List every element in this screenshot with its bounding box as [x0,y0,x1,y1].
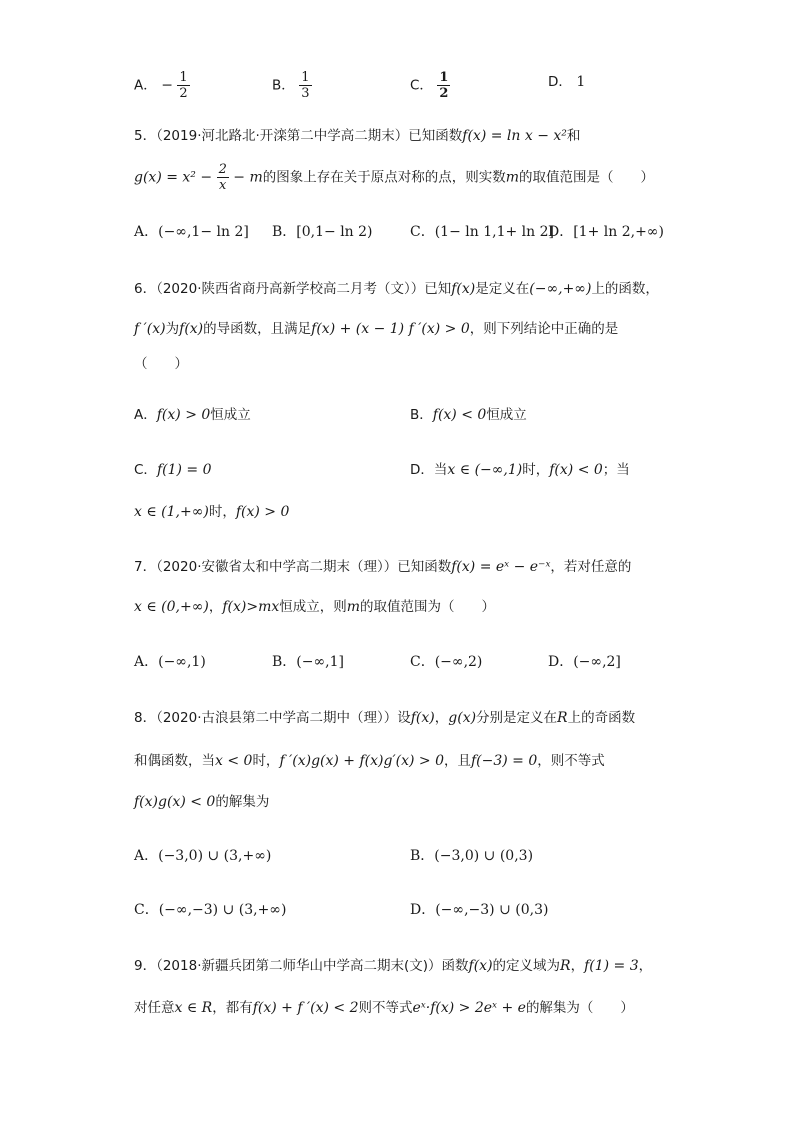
q6-text: 上的函数， [591,281,659,297]
fraction [437,70,450,101]
q5-var: m [505,169,520,186]
q6-text: 的导函数，且满足 [203,321,312,337]
q8-math: g(x) [448,710,477,726]
q8-text: 上的奇函数 [567,710,636,726]
q7-text: ， [208,599,223,615]
q8-text: 分别是定义在 [476,710,558,726]
q8-math: f(x) [410,710,435,726]
q7-text: 的取值范围为（ ） [360,599,496,615]
q6-option-a [134,405,251,425]
numerator: 1 [179,70,188,85]
q6-option-b [410,405,527,425]
option-text: 恒成立 [210,407,251,423]
q9-math: eˣ·f(x) > 2eˣ + e [412,1000,526,1016]
q7-line-1 [134,557,631,577]
q8-line-2 [134,751,605,771]
option-label: B． [272,77,295,94]
q6-option-d-cont [134,502,289,522]
q8-option-b: B．(−3,0) ∪ (0,3) [410,848,534,864]
q5-option-a: A．(−∞,1− ln 2] [134,224,249,240]
denominator: x [219,178,227,193]
denominator: 2 [179,86,188,101]
q8-text: ，则不等式 [537,753,605,769]
q7-math: f(x)>mx [222,599,280,615]
q8-var: R [557,710,568,726]
q5-math: − m [233,169,263,186]
q5-text: 的取值范围是（ ） [519,169,655,186]
q5-line-1 [134,126,580,146]
q6-text: 是定义在 [475,281,530,297]
q8-math: x < 0 [215,753,253,769]
q5-option-d: D．[1+ ln 2,+∞) [548,224,664,240]
option-math: f(x) > 0 [235,504,290,520]
option-math: x ∈ (1,+∞) [134,504,209,520]
q9-stem: 9．（2018·新疆兵团第二师华山中学高二期末(文)）函数 [134,958,469,974]
q8-text: ，且 [443,753,471,769]
option-math: f(x) < 0 [549,462,603,478]
q8-line-1 [134,708,635,728]
q8-text: 时， [252,753,280,769]
option-text: ；当 [602,462,630,478]
q5-math: g(x) = x² − [134,169,213,186]
fraction [299,70,311,101]
q9-line-2 [134,998,634,1018]
q9-math: f(x) + f ′(x) < 2 [252,1000,359,1016]
q8-option-a: A．(−3,0) ∪ (3,+∞) [134,848,272,864]
option-label: D．当 [410,462,448,478]
q8-line-3 [134,792,269,812]
numerator: 2 [218,162,227,177]
q5-option-b: B．[0,1− ln 2) [272,224,373,240]
numerator: 1 [439,70,449,85]
q7-line-2 [134,597,495,617]
option-label: A． [134,407,157,423]
q9-var: R [560,958,571,974]
option-value: 1 [576,74,586,90]
q7-option-c: C．(−∞,2) [410,654,483,670]
q9-math: f(x) [468,958,493,974]
q7-var: m [346,599,361,615]
q6-line-3: （ ） [134,356,188,372]
q5-math: f(x) = ln x − x² [462,128,567,144]
q9-math: x ∈ R [174,1000,213,1016]
minus-sign: − [161,77,173,94]
q6-line-1 [134,279,659,299]
q8-option-c: C．(−∞,−3) ∪ (3,+∞) [134,902,287,918]
q6-text: 为 [165,321,180,337]
q6-math: f(x) [179,321,204,337]
q9-text: ，都有 [212,1000,253,1016]
q6-math: f ′(x) [134,321,166,337]
q7-math: f(x) = eˣ − e⁻ˣ [451,559,551,575]
option-label: C． [410,77,433,94]
option-text: 时， [522,462,550,478]
option-label: A． [134,77,157,94]
numerator: 1 [301,70,310,85]
fraction [177,70,189,101]
q7-option-a: A．(−∞,1) [134,654,206,670]
option-math: f(x) < 0 [432,407,487,423]
q6-math: f(x) + (x − 1) f ′(x) > 0 [311,321,470,337]
q4-option-d [548,72,585,92]
q8-text: 和偶函数，当 [134,753,215,769]
denominator: 3 [301,86,310,101]
q9-text: 的定义域为 [492,958,561,974]
q4-option-b [272,70,312,101]
q9-text: 对任意 [134,1000,175,1016]
option-label: D． [548,74,572,90]
option-label: C． [134,462,157,478]
q8-option-d: D．(−∞,−3) ∪ (0,3) [410,902,549,918]
q8-text: ， [434,710,449,726]
q5-line-2 [134,162,654,193]
q6-math: (−∞,+∞) [529,281,592,297]
q9-text: ， [570,958,585,974]
q7-text: ，若对任意的 [550,559,632,575]
q5-option-c: C．(1− ln 1,1+ ln 2] [410,224,554,240]
q7-text: 恒成立，则 [279,599,347,615]
q8-text: 的解集为 [215,794,270,810]
q6-option-d [410,460,630,480]
q6-stem: 6．（2020·陕西省商丹高新学校高二月考（文））已知 [134,281,452,297]
q4-option-c [410,70,450,101]
q7-math: x ∈ (0,+∞) [134,599,209,615]
q9-line-1 [134,956,652,976]
q8-math: f(x)g(x) < 0 [134,794,216,810]
option-math: f(1) = 0 [156,462,212,478]
q9-text: ， [638,958,653,974]
option-math: f(x) > 0 [156,407,211,423]
q9-text: 则不等式 [358,1000,413,1016]
q7-option-b: B．(−∞,1] [272,654,344,670]
option-label: B． [410,407,433,423]
q8-stem: 8．（2020·古浪县第二中学高二期中（理））设 [134,710,411,726]
q7-option-d: D．(−∞,2] [548,654,621,670]
q6-line-2 [134,319,618,339]
q5-text: 的图象上存在关于原点对称的点，则实数 [262,169,506,186]
q4-option-a [134,70,190,101]
q9-math: f(1) = 3 [584,958,639,974]
q7-stem: 7．（2020·安徽省太和中学高二期末（理））已知函数 [134,559,452,575]
q5-stem: 5．（2019·河北路北·开滦第二中学高二期末）已知函数 [134,128,463,144]
q6-option-c [134,460,212,480]
option-math: x ∈ (−∞,1) [447,462,523,478]
q5-text: 和 [566,128,581,144]
q6-math: f(x) [451,281,476,297]
q6-text: ，则下列结论中正确的是 [469,321,619,337]
option-text: 时， [208,504,236,520]
option-text: 恒成立 [486,407,527,423]
denominator: 2 [439,86,449,101]
q8-math: f(−3) = 0 [470,753,538,769]
fraction [217,162,229,193]
q9-text: 的解集为（ ） [525,1000,634,1016]
q8-math: f ′(x)g(x) + f(x)g′(x) > 0 [279,753,444,769]
